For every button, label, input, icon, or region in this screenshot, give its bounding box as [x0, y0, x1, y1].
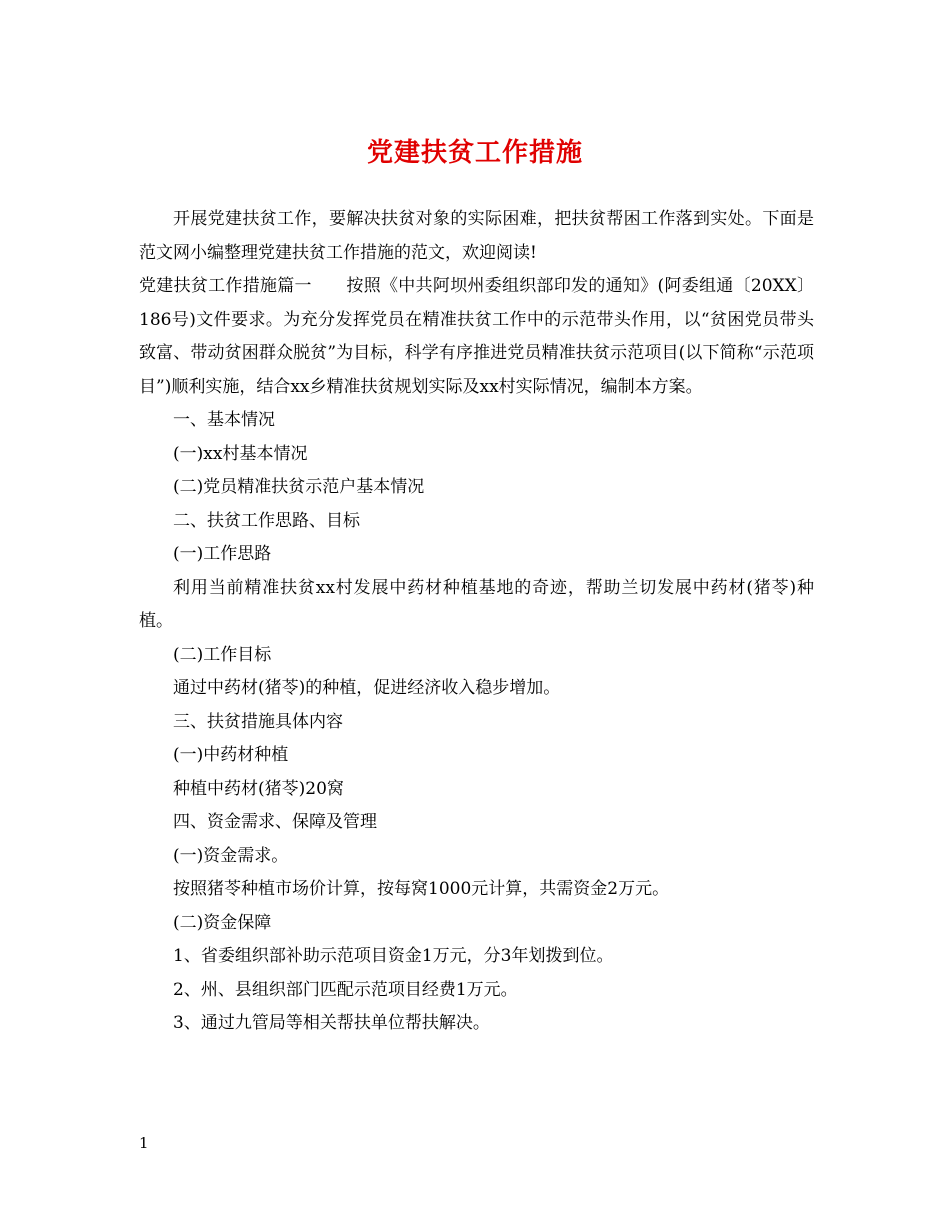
subsection-heading: (二)党员精准扶贫示范户基本情况 — [173, 477, 425, 497]
section-heading: 二、扶贫工作思路、目标 — [173, 510, 360, 531]
body-paragraph: 利用当前精准扶贫xx村发展中药材种植基地的奇迹，帮助兰切发展中药材(猪苓)种植。 — [139, 577, 814, 631]
subsection-heading: (一)工作思路 — [173, 544, 272, 564]
page-number: 1 — [139, 1134, 149, 1152]
subsection-heading: (二)资金保障 — [173, 912, 272, 933]
subsection-heading: (一)xx村基本情况 — [173, 443, 308, 464]
subsection-heading: (二)工作目标 — [173, 644, 272, 665]
list-item: 1、省委组织部补助示范项目资金1万元，分3年划拨到位。 — [173, 946, 614, 966]
body-paragraph: 按照猪苓种植市场价计算，按每窝1000元计算，共需资金2万元。 — [173, 879, 670, 899]
subsection-heading: (一)资金需求。 — [173, 845, 289, 866]
body-paragraph: 通过中药材(猪苓)的种植，促进经济收入稳步增加。 — [173, 678, 561, 698]
section-heading: 四、资金需求、保障及管理 — [173, 812, 377, 832]
section-heading: 三、扶贫措施具体内容 — [173, 711, 343, 732]
list-item: 3、通过九管局等相关帮扶单位帮扶解决。 — [173, 1013, 490, 1033]
intro-paragraph: 开展党建扶贫工作，要解决扶贫对象的实际困难，把扶贫帮困工作落到实处。下面是范文网小编整理党建扶贫工作措施的范文，欢迎阅读! — [139, 209, 814, 263]
body-paragraph: 种植中药材(猪苓)20窝 — [173, 778, 344, 799]
list-item: 2、州、县组织部门匹配示范项目经费1万元。 — [173, 979, 518, 1000]
document-title: 党建扶贫工作措施 — [366, 138, 583, 168]
subsection-heading: (一)中药材种植 — [173, 745, 289, 765]
body-paragraph: 党建扶贫工作措施篇一 按照《中共阿坝州委组织部印发的通知》(阿委组通〔20XX〕186号)文件要求。为充分发挥党员在精准扶贫工作中的示范带头作用，以“贫困党员带头致富、带动贫困群众脱贫”为目标，科学有序推进党员精准扶贫示范项目(以下简称“示范项目”)顺利实施，结合xx乡精准扶贫规划实际及xx村实际情况，编制本方案。 — [139, 276, 814, 397]
document-body — [139, 203, 814, 1041]
section-heading: 一、基本情况 — [173, 410, 275, 430]
